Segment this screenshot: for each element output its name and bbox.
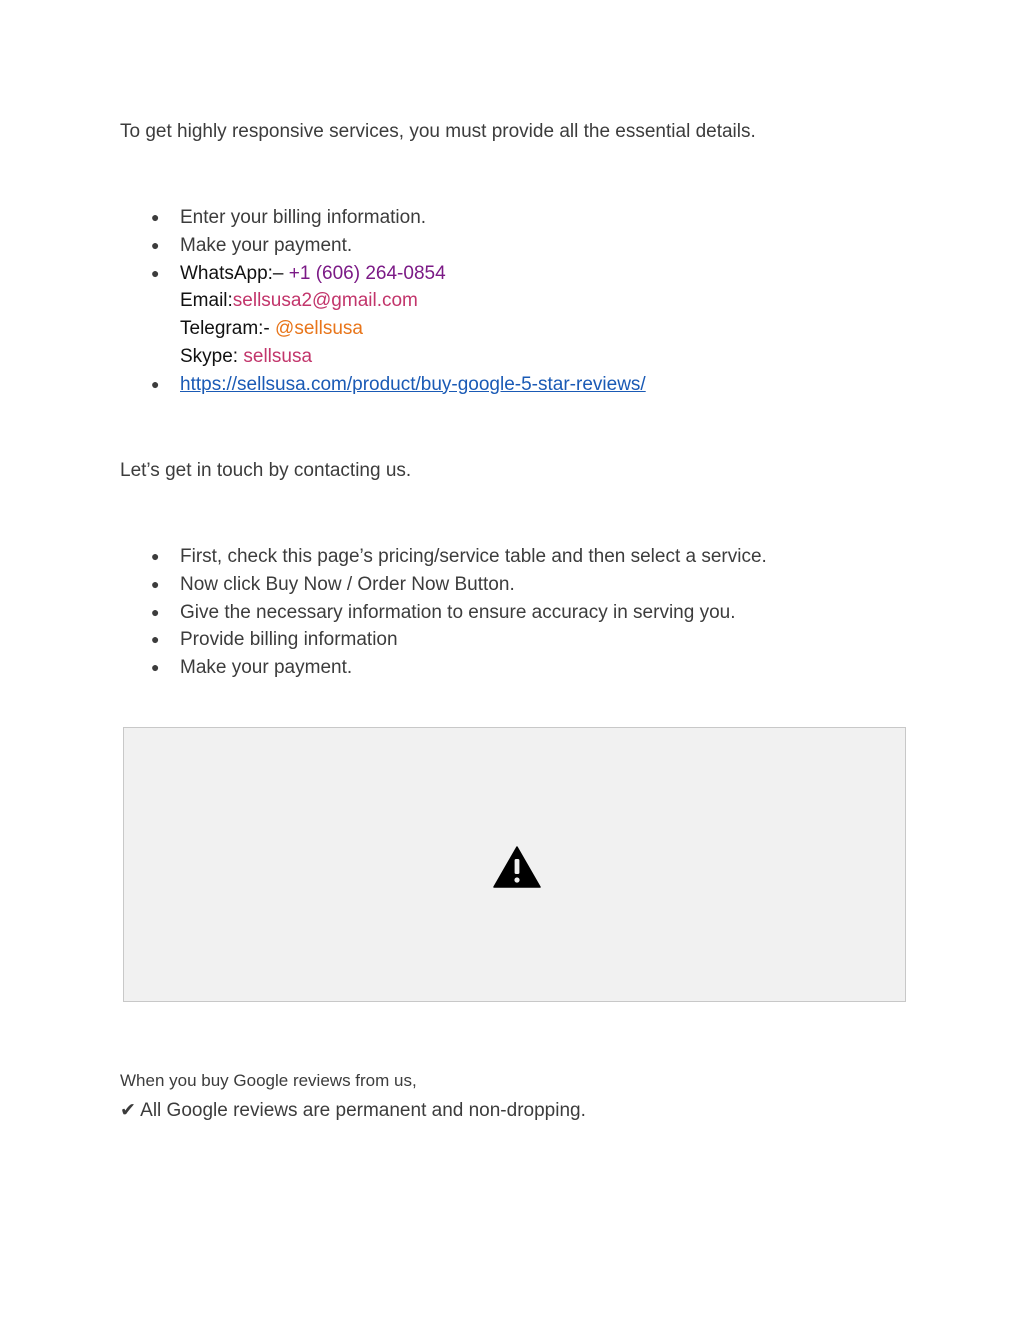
billing-steps-list — [120, 204, 646, 398]
list-item-text: Give the necessary information to ensure accuracy in serving you. — [180, 601, 736, 623]
list-item — [120, 571, 767, 599]
skype-label: Skype: — [180, 345, 244, 367]
list-item — [120, 371, 646, 399]
telegram-label: Telegram:- — [180, 318, 276, 339]
permanent-reviews-item — [120, 1097, 586, 1125]
product-link[interactable]: https://sellsusa.com/product/buy-google-5-star-reviews/ — [180, 373, 646, 395]
list-item-text: Provide billing information — [180, 629, 398, 651]
whatsapp-line — [180, 260, 646, 288]
list-item — [120, 232, 646, 260]
list-item — [120, 654, 767, 682]
outro-paragraph: When you buy Google reviews from us, — [120, 1071, 417, 1090]
email-line — [180, 287, 646, 315]
list-item — [120, 543, 767, 571]
list-item-text: Make your payment. — [180, 657, 353, 678]
list-item-text: First, check this page’s pricing/service table and then select a service. — [180, 546, 767, 567]
list-item-text: Enter your billing information. — [180, 207, 427, 228]
order-steps-list — [120, 543, 767, 682]
bullet-icon: ● — [151, 631, 160, 648]
bullet-icon: ● — [151, 603, 160, 620]
whatsapp-label: WhatsApp:– — [180, 262, 289, 284]
list-item — [120, 626, 767, 654]
list-item — [120, 599, 767, 627]
skype-line — [180, 343, 646, 371]
broken-image-placeholder — [123, 727, 906, 1002]
bullet-icon: ● — [151, 375, 160, 392]
contact-heading: Let’s get in touch by contacting us. — [120, 460, 412, 481]
list-item-text: Now click Buy Now / Order Now Button. — [180, 573, 515, 595]
bullet-icon: ● — [151, 575, 160, 592]
intro-paragraph: To get highly responsive services, you must provide all the essential details. — [120, 121, 756, 142]
email-label: Email: — [180, 290, 233, 312]
contact-list-item — [120, 260, 646, 371]
bullet-icon: ● — [151, 659, 160, 675]
telegram-line — [180, 315, 646, 343]
email-address: sellsusa2@gmail.com — [232, 290, 418, 312]
permanent-reviews-text: All Google reviews are permanent and non-dropping. — [135, 1100, 586, 1121]
warning-triangle-icon — [493, 846, 541, 888]
bullet-icon: ● — [151, 548, 160, 564]
whatsapp-number: +1 (606) 264-0854 — [288, 262, 446, 284]
checkmark-icon: ✔ — [120, 1100, 136, 1121]
telegram-handle: @sellsusa — [275, 318, 363, 339]
list-item-text: Make your payment. — [180, 234, 353, 256]
bullet-icon: ● — [151, 236, 160, 253]
bullet-icon: ● — [151, 209, 160, 225]
list-item — [120, 204, 646, 232]
bullet-icon: ● — [151, 264, 160, 281]
skype-handle: sellsusa — [243, 345, 313, 367]
